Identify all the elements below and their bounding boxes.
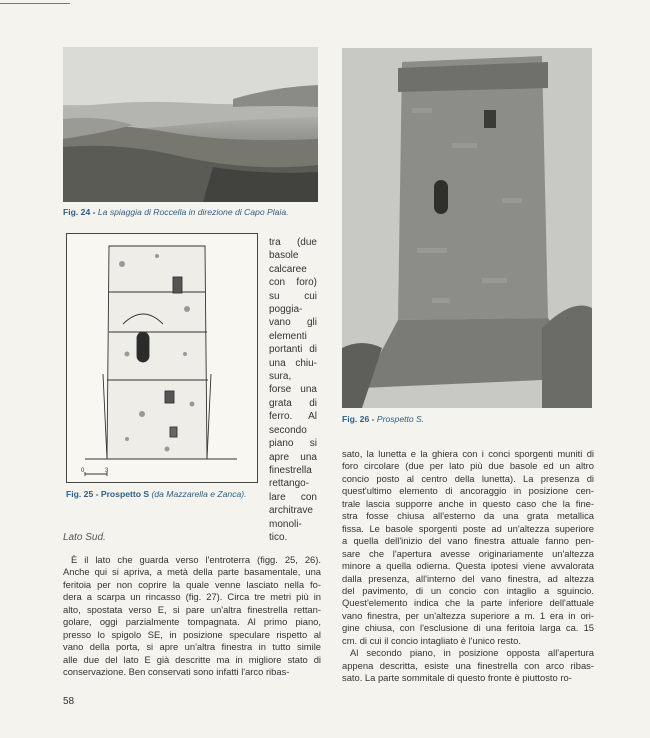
beach-photo-art <box>63 47 318 202</box>
figure-25-text: (da Mazzarella e Zanca). <box>151 489 247 499</box>
text-line: golare, oggi parzialmente tompagnata. Al primo piano, <box>63 616 321 628</box>
text-line: tico. <box>269 531 288 543</box>
figure-25-caption <box>66 488 256 500</box>
text-line: rettango- <box>269 478 310 490</box>
text-line: sura, <box>269 371 292 383</box>
text-line: Quest'elemento indica che la parte inferiore dell'attuale <box>342 597 594 609</box>
figure-25-label: Fig. 25 - Prospetto S <box>66 489 150 499</box>
text-line: tra (due <box>269 237 317 248</box>
text-line: Anche qui si apriva, a metà della parte basamentale, una <box>63 566 321 578</box>
text-line: finestrella <box>269 464 312 476</box>
text-line: foro circolare (due per lato più due basole ed un altro <box>342 460 594 472</box>
text-line: calcaree <box>269 263 307 275</box>
text-line: grata di <box>269 397 317 409</box>
text-line: sato. La parte sommitale di questo fronte è piuttosto ro- <box>342 672 572 684</box>
page-number: 58 <box>63 696 75 707</box>
text-line: sato, la lunetta e la ghiera con i conci sporgenti muniti di <box>342 448 594 459</box>
narrow-text-column <box>269 236 317 544</box>
text-line: con foro) <box>269 277 317 289</box>
text-line: feritoia per non coprire la quale venne lasciato nella fo- <box>63 578 321 590</box>
text-line: dalla presenza, all'interno del vano finestra, ad altezza <box>342 572 594 584</box>
text-line: lare con <box>269 491 317 503</box>
text-line: forse una <box>269 384 317 396</box>
text-line: quest'ultimo elemento di ancoraggio in posizione cen- <box>342 485 594 497</box>
text-line: È il lato che guarda verso l'entroterra (figg. 25, 26). <box>71 554 321 565</box>
text-line: una chiu- <box>269 357 317 369</box>
text-line: vano finestra, per un'altezza superiore a m. 1 era in ori- <box>342 609 594 621</box>
text-line: fissa. Le basole sporgenti poste ad un'altezza superiore <box>342 522 594 534</box>
text-line: piano si <box>269 438 317 450</box>
text-line: vano della porta, si apre un'altra finestra in tutto simile <box>63 641 321 653</box>
text-line: alto, spostata verso E, si pare un'altra finestrella rettan- <box>63 603 321 615</box>
text-line: del pavimento, di un concio con intaglio a sguincio. <box>342 584 594 596</box>
text-line: apre una <box>269 451 317 463</box>
text-line: conservazione. Ben conservati sono infatti l'arco ribas- <box>63 666 290 678</box>
figure-26-text: Prospetto S. <box>376 414 425 424</box>
text-line: ferro. Al <box>269 411 317 423</box>
text-line: elementi <box>269 330 307 342</box>
text-line: stra fosse chiusa all'esterno da una grata metallica <box>342 510 594 522</box>
figure-26-label: Fig. 26 - <box>342 414 375 424</box>
figure-24-caption <box>63 206 323 218</box>
text-line: sare che l'apertura avesse originariamente un'altezza <box>342 547 594 559</box>
text-line: secondo <box>269 424 307 436</box>
text-line: cm. di cui il concio intagliato è l'unico resto. <box>342 634 521 646</box>
scale-zero: 0 <box>81 468 85 474</box>
text-line: a quella dell'inizio del vano finestra attuale fanno pen- <box>342 535 594 547</box>
figure-26-caption <box>342 413 592 425</box>
right-body-column <box>342 448 594 685</box>
text-line: portanti di <box>269 344 317 356</box>
scale-three: 3 <box>105 468 109 474</box>
beach-photo <box>63 47 318 202</box>
text-line: appena descritta, esiste una finestrella con arco ribas- <box>342 659 594 671</box>
tower-photo <box>342 48 592 408</box>
tower-drawing <box>66 233 258 483</box>
text-line: dera a scarpa un rincasso (fig. 27). Circa tre metri più in <box>63 591 321 603</box>
text-line: Al secondo piano, in posizione opposta all'apertura <box>350 647 594 659</box>
tower-elevation-drawing <box>67 234 257 482</box>
figure-24-label: Fig. 24 - <box>63 207 96 217</box>
text-line: concio posto al centro della lunetta). La presenza di <box>342 472 594 484</box>
text-line: trale lascia supporre anche in questo caso che la fine- <box>342 497 594 509</box>
text-line: gine chiusa, con l'esclusione di una feritoia larga ca. 15 <box>342 622 594 634</box>
text-line: vano gli <box>269 317 317 329</box>
text-line: poggia- <box>269 304 303 316</box>
text-line: su cui <box>269 290 317 302</box>
top-rule <box>0 3 70 4</box>
text-line: monoli- <box>269 518 302 530</box>
left-body-column <box>63 554 321 679</box>
text-line: alle due del lato E già descritte ma in migliore stato di <box>63 653 321 665</box>
text-line: minore a quella odierna. Questa ipotesi viene avvalorata <box>342 560 594 572</box>
text-line: architrave <box>269 505 313 517</box>
text-line: presso lo spigolo SE, in posizione speculare rispetto al <box>63 628 321 640</box>
text-line: basole <box>269 250 299 262</box>
tower-photo-art <box>342 48 592 408</box>
section-subheading: Lato Sud. <box>63 532 106 543</box>
figure-24-text: La spiaggia di Roccella in direzione di Capo Plaia. <box>97 207 289 217</box>
